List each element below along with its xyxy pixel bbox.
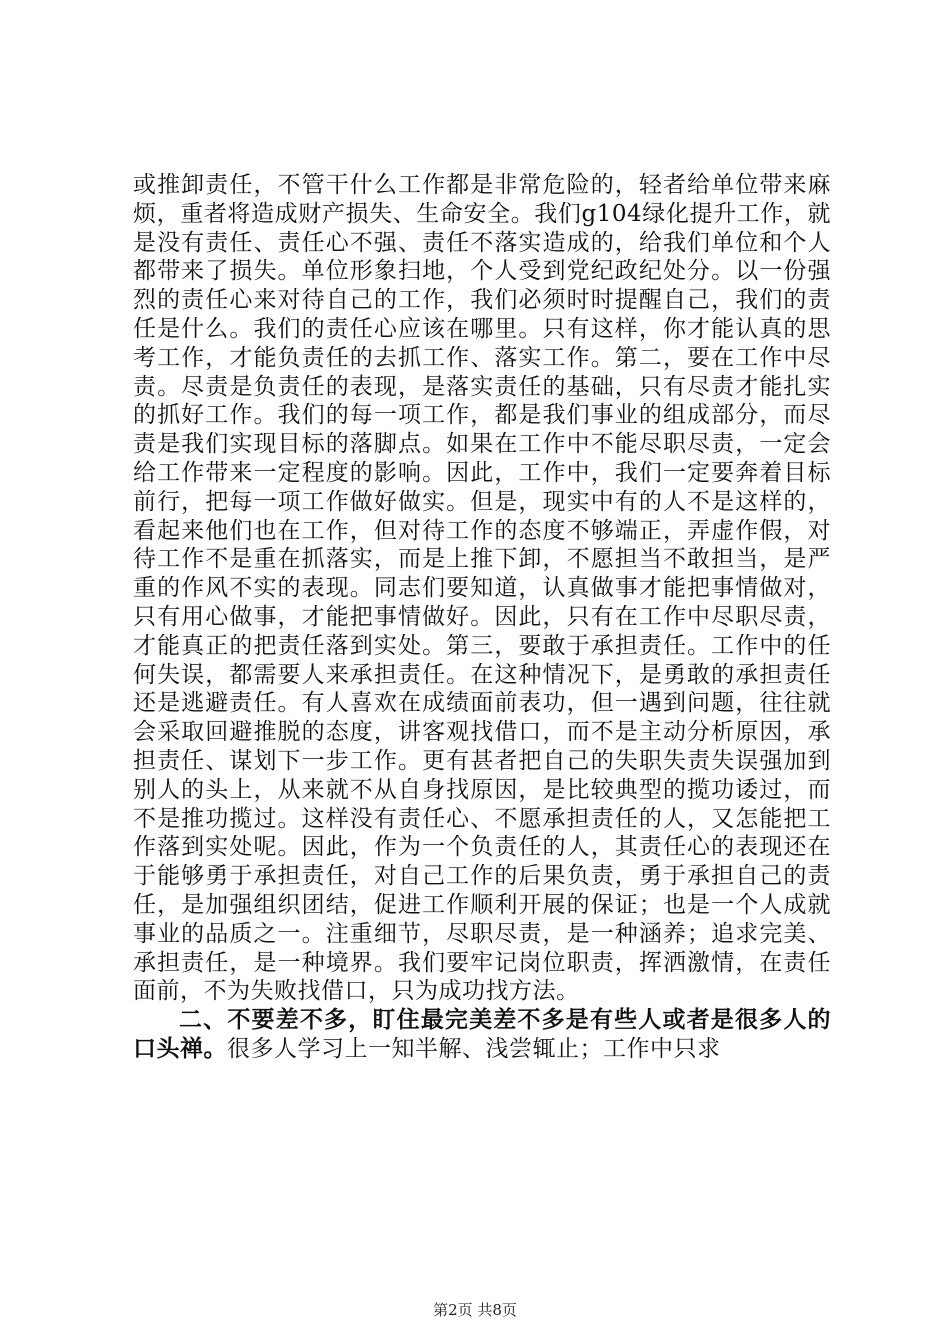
- section-text: 很多人学习上一知半解、浅尝辄止；工作中只求: [227, 1035, 721, 1062]
- page-number-footer: 第2页 共8页: [433, 1301, 517, 1319]
- section-paragraph: [133, 1006, 831, 1064]
- body-paragraph: 或推卸责任，不管干什么工作都是非常危险的，轻者给单位带来麻烦，重者将造成财产损失、生命安全。我们g104绿化提升工作，就是没有责任、责任心不强、责任不落实造成的，给我们单位和个人都带来了损失。单位形象扫地，个人受到党纪政纪处分。以一份强烈的责任心来对待自己的工作，我们必须时时提醒自己，我们的责任是什么。我们的责任心应该在哪里。只有这样，你才能认真的思考工作，才能负责任的去抓工作、落实工作。第二，要在工作中尽责。尽责是负责任的表现，是落实责任的基础，只有尽责才能扎实的抓好工作。我们的每一项工作，都是我们事业的组成部分，而尽责是我们实现目标的落脚点。如果在工作中不能尽职尽责，一定会给工作带来一定程度的影响。因此，工作中，我们一定要奔着目标前行，把每一项工作做好做实。但是，现实中有的人不是这样的，看起来他们也在工作，但对待工作的态度不够端正，弄虚作假，对待工作不是重在抓落实，而是上推下卸，不愿担当不敢担当，是严重的作风不实的表现。同志们要知道，认真做事才能把事情做对，只有用心做事，才能把事情做好。因此，只有在工作中尽职尽责，才能真正的把责任落到实处。第三，要敢于承担责任。工作中的任何失误，都需要人来承担责任。在这种情况下，是勇敢的承担责任还是逃避责任。有人喜欢在成绩面前表功，但一遇到问题，往往就会采取回避推脱的态度，讲客观找借口，而不是主动分析原因，承担责任、谋划下一步工作。更有甚者把自己的失职失责失误强加到别人的头上，从来就不从自身找原因，是比较典型的揽功诿过，而不是推功揽过。这样没有责任心、不愿承担责任的人，又怎能把工作落到实处呢。因此，作为一个负责任的人，其责任心的表现还在于能够勇于承担责任，对自己工作的后果负责，勇于承担自己的责任，是加强组织团结，促进工作顺利开展的保证；也是一个人成就事业的品质之一。注重细节，尽职尽责，是一种涵养；追求完美、承担责任，是一种境界。我们要牢记岗位职责，挥洒激情，在责任面前，不为失败找借口，只为成功找方法。: [133, 172, 831, 1005]
- section-heading: 二、不要差不多，盯住最完美差不多是有些人或者是很多人的口头禅。: [133, 1006, 831, 1062]
- document-body: [133, 171, 831, 1064]
